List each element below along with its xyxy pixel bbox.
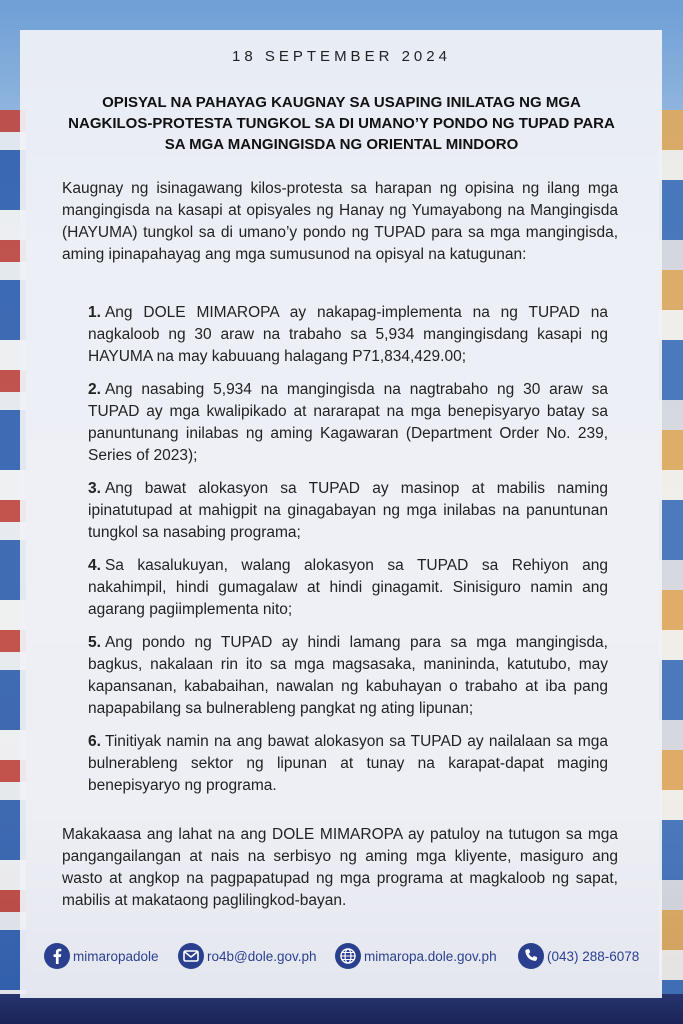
list-item [88,731,608,797]
item-number: 5. [88,634,101,651]
facebook-icon [44,943,70,969]
statement-date: 18 SEPTEMBER 2024 [232,48,451,65]
list-item [88,632,608,720]
item-text: Ang pondo ng TUPAD ay hindi lamang para sa mga mangingisda, bagkus, nakalaan rin ito sa mga magsasaka, manininda, katutubo, may kapansanan, kababaihan, nawalan ng kabuhayan o trabaho at iba pang napapabilang sa bulnerableng pangkat ng ating lipunan; [88,634,608,717]
item-number: 4. [88,557,101,574]
intro-paragraph: Kaugnay ng isinagawang kilos-protesta sa harapan ng opisina ng ilang mga mangingisda na kasapi at opisyales ng Hanay ng Yumayabong na Mangingisda (HAYUMA) tungkol sa di umano’y pondo ng TUPAD para sa mga mangingisda, aming ipinapahayag ang mga sumusunod na opisyal na katugunan: [62,180,618,263]
email-link[interactable] [178,941,317,971]
phone-link[interactable] [518,941,639,971]
item-text: Tinitiyak namin na ang bawat alokasyon sa TUPAD ay nailalaan sa mga bulnerableng sektor ng lipunan at tunay na karapat-dapat maging benepisyaryo ng programa. [88,733,608,794]
facebook-link[interactable] [44,941,159,971]
item-text: Ang bawat alokasyon sa TUPAD ay masinop at mabilis naming ipinatutupad at mahigpit na ginagabayan ng mga inilabas na panuntunan tungkol sa nasabing programa; [88,480,608,541]
email-address: ro4b@dole.gov.ph [207,948,317,964]
item-text: Ang nasabing 5,934 na mangingisda na nagtrabaho ng 30 araw sa TUPAD ay mga kwalipikado at nararapat na mga benepisyaryo batay sa panuntunang inilabas ng aming Kagawaran (Department Order No. 239, Series of 2023); [88,381,608,464]
item-text: Sa kasalukuyan, walang alokasyon sa TUPAD sa Rehiyon ang nakahimpil, hindi gumagalaw at hindi ginagamit. Sinisiguro namin ang agarang pagiimplementa nito; [88,557,608,618]
list-item [88,379,608,467]
globe-icon [335,943,361,969]
background-building-right [659,110,683,1010]
response-list [88,302,608,808]
phone-icon [518,943,544,969]
item-text: Ang DOLE MIMAROPA ay nakapag-implementa na ng TUPAD na nagkaloob ng 30 araw na trabaho sa 5,934 mangingisdang kasapi ng HAYUMA na may kabuuang halagang P71,834,429.00; [88,304,608,365]
list-item [88,302,608,368]
phone-number: (043) 288-6078 [547,948,640,964]
item-number: 3. [88,480,101,497]
list-item [88,478,608,544]
list-item [88,555,608,621]
statement-title: OPISYAL NA PAHAYAG KAUGNAY SA USAPING INILATAG NG MGA NAGKILOS-PROTESTA TUNGKOL SA DI UMANO’Y PONDO NG TUPAD PARA SA MGA MANGINGISDA NG ORIENTAL MINDORO [68,94,615,153]
facebook-handle: mimaropadole [73,948,159,964]
website-link[interactable] [335,941,497,971]
item-number: 1. [88,304,101,321]
item-number: 6. [88,733,101,750]
website-url: mimaropa.dole.gov.ph [364,948,497,964]
email-icon [178,943,204,969]
background-building-base [0,994,683,1024]
closing-paragraph: Makakaasa ang lahat na ang DOLE MIMAROPA ay patuloy na tutugon sa mga pangangailangan at nais na serbisyo ng aming mga kliyente, masiguro ang wasto at angkop na pagpapatupad ng mga programa at magkaloob ng sapat, mabilis at makataong paglilingkod-bayan. [62,826,618,909]
contact-footer [44,941,654,971]
item-number: 2. [88,381,101,398]
